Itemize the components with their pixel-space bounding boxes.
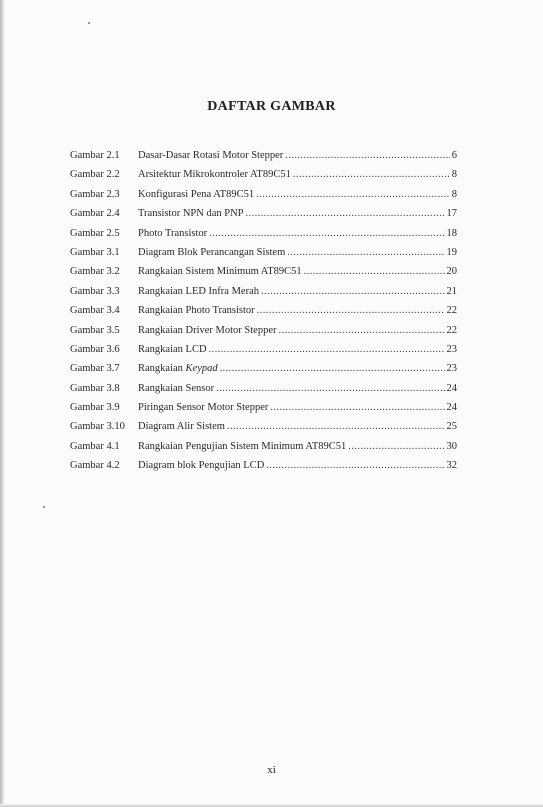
figure-caption-italic: Keypad [185, 363, 218, 375]
figure-caption: Photo Transistor [138, 227, 208, 239]
dot-leader [285, 150, 449, 161]
figure-caption: Diagram Blok Perancangan Sistem [138, 246, 286, 258]
figure-entry [70, 266, 457, 285]
figure-label: Gambar 3.3 [70, 285, 120, 297]
page-number: 30 [446, 440, 457, 452]
figure-entry [70, 208, 457, 227]
dot-leader [256, 189, 450, 200]
dot-leader [257, 305, 445, 316]
figure-entry [70, 325, 457, 344]
dot-leader [220, 363, 445, 374]
dot-leader [279, 325, 445, 336]
figure-caption: Transistor NPN dan PNP [138, 208, 244, 220]
figure-caption: Dasar-Dasar Rotasi Motor Stepper [138, 150, 284, 161]
figure-entry [70, 228, 457, 247]
figure-caption: Piringan Sensor Motor Stepper [138, 402, 269, 414]
figure-entry [70, 189, 457, 208]
figure-label: Gambar 2.3 [70, 188, 120, 200]
scan-speck [88, 22, 90, 24]
page-number: 22 [446, 305, 457, 317]
dot-leader [293, 169, 450, 180]
figure-caption: Rangkaian Driver Motor Stepper [138, 324, 277, 336]
figure-caption: Rangkaian Pengujian Sistem Minimum AT89C51 [138, 440, 347, 452]
dot-leader [270, 402, 444, 413]
dot-leader [246, 208, 445, 219]
page-number: 23 [446, 363, 457, 375]
figure-caption: Rangkaian Photo Transistor [138, 305, 255, 317]
dot-leader [261, 286, 445, 297]
dot-leader [266, 460, 444, 471]
figure-caption: Diagram Alir Sistem [138, 421, 225, 433]
figure-label: Gambar 3.2 [70, 266, 120, 278]
dot-leader [227, 421, 445, 432]
figure-caption: Arsitektur Mikrokontroler AT89C51 [138, 169, 291, 181]
figure-entry [70, 402, 457, 421]
figure-label: Gambar 4.2 [70, 460, 120, 472]
scan-speck [43, 506, 45, 508]
figure-caption: Rangkaian LED Infra Merah [138, 285, 259, 297]
figure-entry [70, 383, 457, 402]
page-number: 23 [446, 343, 457, 355]
figure-caption-text: Rangkaian [138, 363, 186, 375]
figure-label: Gambar 3.1 [70, 246, 120, 258]
figure-label: Gambar 3.9 [70, 402, 120, 414]
figure-caption: Rangkaian Sensor [138, 382, 215, 394]
figure-caption: Rangkaian LCD [138, 343, 207, 355]
figure-label: Gambar 2.1 [70, 150, 120, 161]
page-number: 32 [446, 460, 457, 472]
dot-leader [348, 441, 444, 452]
figure-entry [70, 363, 457, 382]
figure-label: Gambar 2.2 [70, 169, 120, 181]
figure-label: Gambar 2.4 [70, 208, 120, 220]
figure-label: Gambar 2.5 [70, 227, 120, 239]
figure-label: Gambar 3.10 [70, 421, 125, 433]
page-number: 20 [446, 266, 457, 278]
figure-caption: Rangkaian Sistem Minimum AT89C51 [138, 266, 302, 278]
page-folio: xi [267, 764, 276, 776]
figure-entry [70, 305, 457, 324]
dot-leader [304, 266, 445, 277]
page-number: 24 [446, 402, 457, 414]
figure-entry [70, 441, 457, 460]
figure-entry [70, 460, 457, 479]
page-number: 18 [446, 227, 457, 239]
figure-list [70, 150, 457, 480]
page-number: 6 [451, 150, 457, 161]
figure-entry [70, 247, 457, 266]
page-number: 8 [451, 169, 457, 181]
page-number: 21 [446, 285, 457, 297]
dot-leader [287, 247, 444, 258]
dot-leader [216, 383, 444, 394]
page-number: 19 [446, 246, 457, 258]
figure-caption: Konfigurasi Pena AT89C51 [138, 188, 255, 200]
figure-label: Gambar 3.8 [70, 382, 120, 394]
figure-label: Gambar 3.4 [70, 305, 120, 317]
figure-caption [138, 363, 220, 374]
figure-caption: Diagram blok Pengujian LCD [138, 460, 265, 472]
figure-label: Gambar 3.6 [70, 343, 120, 355]
page-left-edge-shadow [0, 0, 4, 807]
figure-entry [70, 344, 457, 363]
dot-leader [209, 228, 444, 239]
figure-entry [70, 150, 457, 169]
page-number: 17 [446, 208, 457, 220]
page-number: 22 [446, 324, 457, 336]
figure-entry [70, 421, 457, 440]
figure-label: Gambar 3.7 [70, 363, 120, 375]
page-number: 8 [451, 188, 457, 200]
figure-entry [70, 169, 457, 188]
page-title: DAFTAR GAMBAR [207, 99, 336, 114]
page-number: 24 [446, 382, 457, 394]
dot-leader [209, 344, 445, 355]
figure-entry [70, 286, 457, 305]
figure-label: Gambar 3.5 [70, 324, 120, 336]
figure-label: Gambar 4.1 [70, 440, 120, 452]
page-number: 25 [446, 421, 457, 433]
